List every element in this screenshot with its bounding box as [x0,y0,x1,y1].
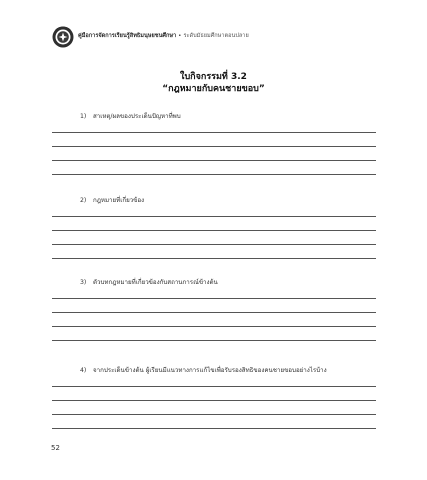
question-4 [80,365,327,375]
page-header [52,26,382,50]
answer-line[interactable] [52,312,376,313]
answer-line[interactable] [52,340,376,341]
page-number: 52 [51,444,60,452]
answer-line[interactable] [52,216,376,217]
question-text: ตัวบทกฎหมายที่เกี่ยวข้องกับสถานการณ์ข้างต้น [92,279,218,286]
question-3 [80,277,218,287]
answer-line[interactable] [52,146,376,147]
worksheet-subtitle: “กฎหมายกับคนชายขอบ” [162,84,265,94]
answer-line[interactable] [52,386,376,387]
answer-line[interactable] [52,326,376,327]
question-1 [80,111,181,121]
answer-line[interactable] [52,132,376,133]
answer-line[interactable] [52,160,376,161]
answer-line[interactable] [52,244,376,245]
emblem-icon [52,26,74,48]
question-text: จากประเด็นข้างต้น ผู้เรียนมีแนวทางการแก้ไขเพื่อรับรองสิทธิของคนชายขอบอย่างไรบ้าง [92,367,327,374]
answer-line[interactable] [52,298,376,299]
header-separator: • [178,33,182,39]
worksheet-title: ใบกิจกรรมที่ 3.2 [180,72,247,82]
answer-line[interactable] [52,400,376,401]
question-text: สาเหตุ/ผลของประเด็นปัญหาที่พบ [92,113,181,120]
answer-line[interactable] [52,230,376,231]
answer-line[interactable] [52,258,376,259]
question-number: 2) [80,197,87,204]
question-number: 4) [80,367,87,374]
header-level: ระดับมัธยมศึกษาตอนปลาย [183,33,249,39]
answer-line[interactable] [52,428,376,429]
header-title: คู่มือการจัดการเรียนรู้สิทธิมนุษยชนศึกษา [78,33,177,39]
question-2 [80,195,144,205]
question-number: 1) [80,113,87,120]
question-number: 3) [80,279,87,286]
answer-line[interactable] [52,414,376,415]
header-text [78,32,249,40]
answer-line[interactable] [52,174,376,175]
question-text: กฎหมายที่เกี่ยวข้อง [92,197,145,204]
